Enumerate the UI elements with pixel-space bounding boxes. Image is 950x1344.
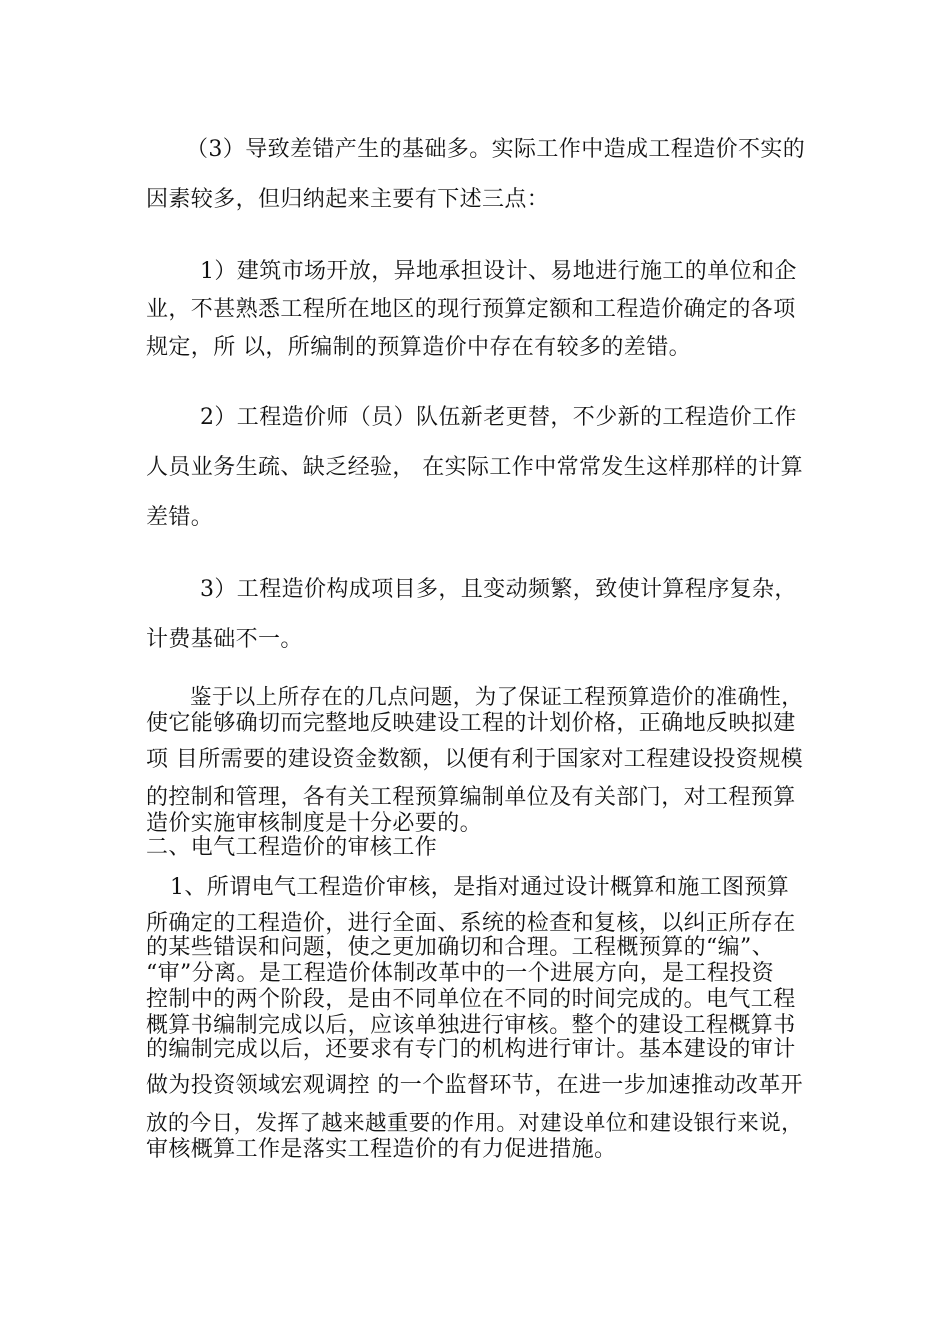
paragraph-line: 鉴于以上所存在的几点问题，为了保证工程预算造价的准确性， <box>190 685 804 710</box>
list-item-line: 计费基础不一。 <box>146 627 303 652</box>
paragraph-line: 审核概算工作是落实工程造价的有力促进措施。 <box>146 1137 617 1162</box>
paragraph-line: “审”分离。是工程造价体制改革中的一个进展方向，是工程投资 <box>146 961 775 986</box>
paragraph-line: 因素较多，但归纳起来主要有下述三点： <box>146 187 550 212</box>
list-item-line: 规定，所 以，所编制的预算造价中存在有较多的差错。 <box>146 335 691 360</box>
list-item-line: 业，不甚熟悉工程所在地区的现行预算定额和工程造价确定的各项 <box>146 297 796 322</box>
list-item-line: 1）建筑市场开放，异地承担设计、易地进行施工的单位和企 <box>200 259 797 284</box>
paragraph-line: 的控制和管理，各有关工程预算编制单位及有关部门，对工程预算 <box>146 785 796 810</box>
section-heading: 二、电气工程造价的审核工作 <box>146 835 438 860</box>
list-item-line: 3）工程造价构成项目多，且变动频繁，致使计算程序复杂， <box>200 577 797 602</box>
paragraph-line: 使它能够确切而完整地反映建设工程的计划价格，正确地反映拟建 <box>146 711 796 736</box>
paragraph-line: 项 目所需要的建设资金数额，以便有利于国家对工程建设投资规模 <box>146 747 803 772</box>
paragraph-line: 放的今日，发挥了越来越重要的作用。对建设单位和建设银行来说， <box>146 1111 804 1136</box>
paragraph-line: 控制中的两个阶段，是由不同单位在不同的时间完成的。电气工程 <box>146 987 796 1012</box>
paragraph-line: 做为投资领域宏观调控 的一个监督环节，在进一步加速推动改革开 <box>146 1073 803 1098</box>
paragraph-line: 的编制完成以后，还要求有专门的机构进行审计。基本建设的审计 <box>146 1037 796 1062</box>
paragraph-line: 所确定的工程造价，进行全面、系统的检查和复核，以纠正所存在 <box>146 911 796 936</box>
paragraph-line: 造价实施审核制度是十分必要的。 <box>146 811 483 836</box>
paragraph-line: 1、所谓电气工程造价审核，是指对通过设计概算和施工图预算 <box>170 875 790 900</box>
list-item-line: 2）工程造价师（员）队伍新老更替，不少新的工程造价工作 <box>200 405 797 430</box>
paragraph-line: 的某些错误和问题，使之更加确切和合理。工程概预算的“编”、 <box>146 935 775 960</box>
list-item-line: 差错。 <box>146 505 214 530</box>
list-item-line: 人员业务生疏、缺乏经验， 在实际工作中常常发生这样那样的计算 <box>146 455 803 480</box>
paragraph-line: 概算书编制完成以后，应该单独进行审核。整个的建设工程概算书 <box>146 1013 796 1038</box>
paragraph-line: （3）导致差错产生的基础多。实际工作中造成工程造价不实的 <box>186 137 806 162</box>
